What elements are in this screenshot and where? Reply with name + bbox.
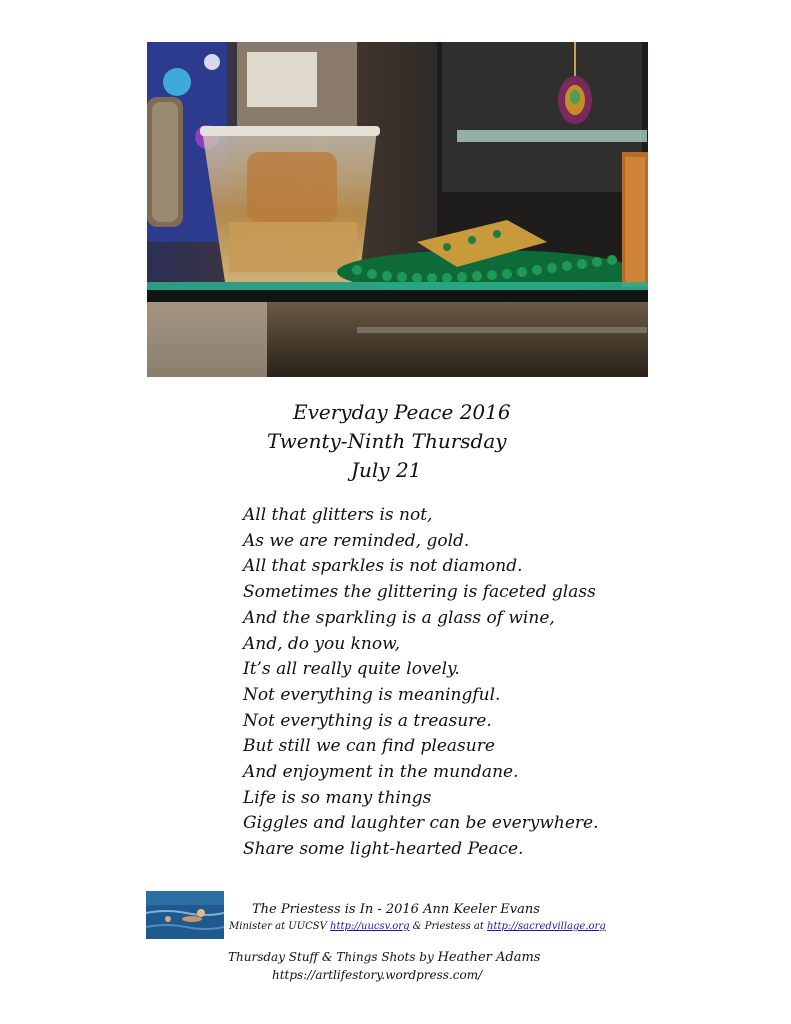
sacred-village-link[interactable]: http://sacredvillage.org xyxy=(487,921,606,932)
poem-body xyxy=(243,503,603,863)
heading-subtitle: Twenty-Ninth Thursday xyxy=(267,429,507,453)
poem-line: Sometimes the glittering is faceted glass xyxy=(243,582,596,603)
poem-line: And enjoyment in the mundane. xyxy=(243,762,519,783)
poem-line: And, do you know, xyxy=(243,633,401,654)
poem-heading xyxy=(230,398,560,485)
credit-links xyxy=(229,921,606,932)
poem-line: As we are reminded, gold. xyxy=(243,530,470,551)
priestess-label: & Priestess at xyxy=(409,921,488,932)
photo-credit xyxy=(228,950,540,965)
poem-line: Not everything is a treasure. xyxy=(243,710,492,731)
poem-line: All that sparkles is not diamond. xyxy=(243,556,523,577)
poem-line: Life is so many things xyxy=(243,787,432,808)
poem-line: Not everything is meaningful. xyxy=(243,684,501,705)
poem-line: All that glitters is not, xyxy=(243,505,433,525)
heading-title: Everyday Peace 2016 xyxy=(293,400,511,424)
photographer-name: Heather Adams xyxy=(437,950,541,965)
uucsv-link[interactable]: http://uucsv.org xyxy=(330,921,410,932)
blog-url: https://artlifestory.wordpress.com/ xyxy=(272,968,483,982)
poem-line: It’s all really quite lovely. xyxy=(243,659,460,680)
poem-line: Share some light-hearted Peace. xyxy=(243,839,524,860)
heading-date: July 21 xyxy=(351,458,422,482)
header-photo-glass-shelf xyxy=(147,42,648,377)
poem-line: But still we can find pleasure xyxy=(243,736,495,757)
swimmer-thumbnail xyxy=(146,891,224,939)
poem-line: Giggles and laughter can be everywhere. xyxy=(243,813,599,834)
poem-line: And the sparkling is a glass of wine, xyxy=(243,607,555,628)
minister-label: Minister at UUCSV xyxy=(229,921,331,932)
credit-title: The Priestess is In - 2016 Ann Keeler Evans xyxy=(252,902,540,917)
photo-credit-label: Thursday Stuff & Things Shots by xyxy=(228,950,438,964)
